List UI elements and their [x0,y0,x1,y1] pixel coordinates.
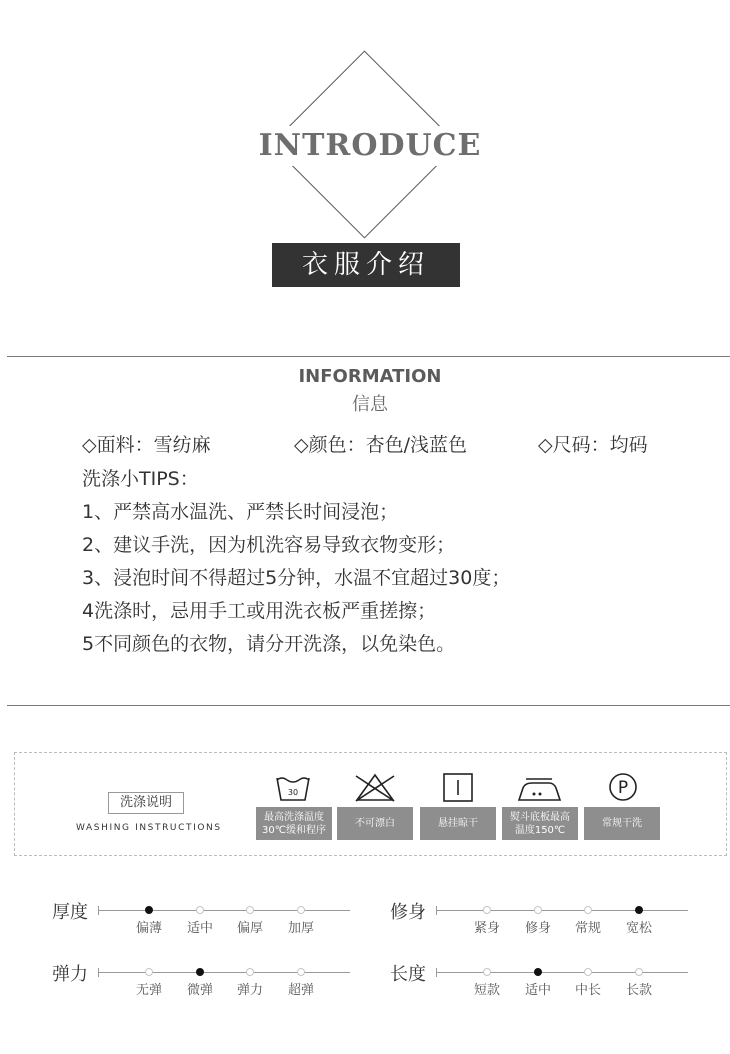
scale-dot [196,906,204,914]
washing-title: 洗涤说明 [108,792,184,814]
tip-item: 2、建议手洗，因为机洗容易导致衣物变形； [82,534,456,556]
scale-option-label: 偏厚 [236,921,263,936]
scale-start-tick [436,968,437,977]
scale-dot-selected [635,906,643,914]
scale-dot-selected [534,968,542,976]
tip-item: 1、严禁高水温洗、严禁长时间浸泡； [82,501,399,523]
scale-start-tick [436,906,437,915]
scale-option-label: 加厚 [287,921,314,936]
tip-item: 5不同颜色的衣物，请分开洗涤，以免染色。 [82,633,456,655]
scale-dot [483,906,491,914]
scale-option-label: 适中 [186,921,213,936]
scale-dot [584,906,592,914]
scale-option-label: 适中 [524,983,551,998]
tip-item: 3、浸泡时间不得超过5分钟，水温不宜超过30度； [82,567,511,589]
no-bleach-icon [350,770,400,804]
scale-dot-selected [196,968,204,976]
no-bleach-label: 不可漂白 [337,807,413,840]
introduce-title: INTRODUCE [255,126,485,166]
scale-option-label: 紧身 [473,921,500,936]
scale-dot [584,968,592,976]
thickness-label: 厚度 [52,902,88,923]
dry-clean-p-icon [598,770,648,804]
scale-dot-selected [145,906,153,914]
information-heading: INFORMATION [298,366,442,387]
length-label: 长度 [390,964,426,985]
fit-label: 修身 [390,902,426,923]
scale-option-label: 常规 [574,921,601,936]
color-spec: ◇颜色：杏色/浅蓝色 [294,434,468,456]
clothing-intro-banner: 衣服介绍 [272,243,460,287]
svg-text:P: P [617,778,629,798]
information-heading-cn: 信息 [352,394,388,415]
scale-dot [145,968,153,976]
hang-dry-icon [433,770,483,804]
scale-line [436,972,688,973]
svg-text:30: 30 [287,788,299,797]
scale-option-label: 偏薄 [135,921,162,936]
scale-option-label: 超弹 [287,983,314,998]
dry-clean-label: 常规干洗 [584,807,660,840]
iron-icon [514,770,564,804]
divider [7,356,730,357]
scale-option-label: 长款 [625,983,652,998]
divider [7,705,730,706]
washing-subtitle: WASHING INSTRUCTIONS [76,823,222,833]
elasticity-label: 弹力 [52,964,88,985]
scale-option-label: 无弹 [135,983,162,998]
tips-title: 洗涤小TIPS： [82,468,199,490]
scale-dot [297,906,305,914]
scale-dot [483,968,491,976]
fabric-spec: ◇面料：雪纺麻 [82,434,211,456]
scale-option-label: 短款 [473,983,500,998]
hang-dry-label: 悬挂晾干 [420,807,496,840]
tip-item: 4洗涤时，忌用手工或用洗衣板严重搓擦； [82,600,437,622]
scale-option-label: 微弹 [186,983,213,998]
scale-dot [297,968,305,976]
size-spec: ◇尺码：均码 [538,434,648,456]
scale-dot [246,968,254,976]
scale-start-tick [98,968,99,977]
scale-option-label: 修身 [524,921,551,936]
scale-option-label: 弹力 [236,983,263,998]
scale-line [436,910,688,911]
scale-option-label: 宽松 [625,921,652,936]
iron-temp-label: 熨斗底板最高 温度150℃ [502,807,578,840]
scale-dot [534,906,542,914]
scale-start-tick [98,906,99,915]
scale-dot [246,906,254,914]
scale-option-label: 中长 [574,983,601,998]
scale-line [98,910,350,911]
scale-line [98,972,350,973]
wash-temp-label: 最高洗涤温度 30℃缓和程序 [256,807,332,840]
wash-30-icon [268,770,318,804]
scale-dot [635,968,643,976]
